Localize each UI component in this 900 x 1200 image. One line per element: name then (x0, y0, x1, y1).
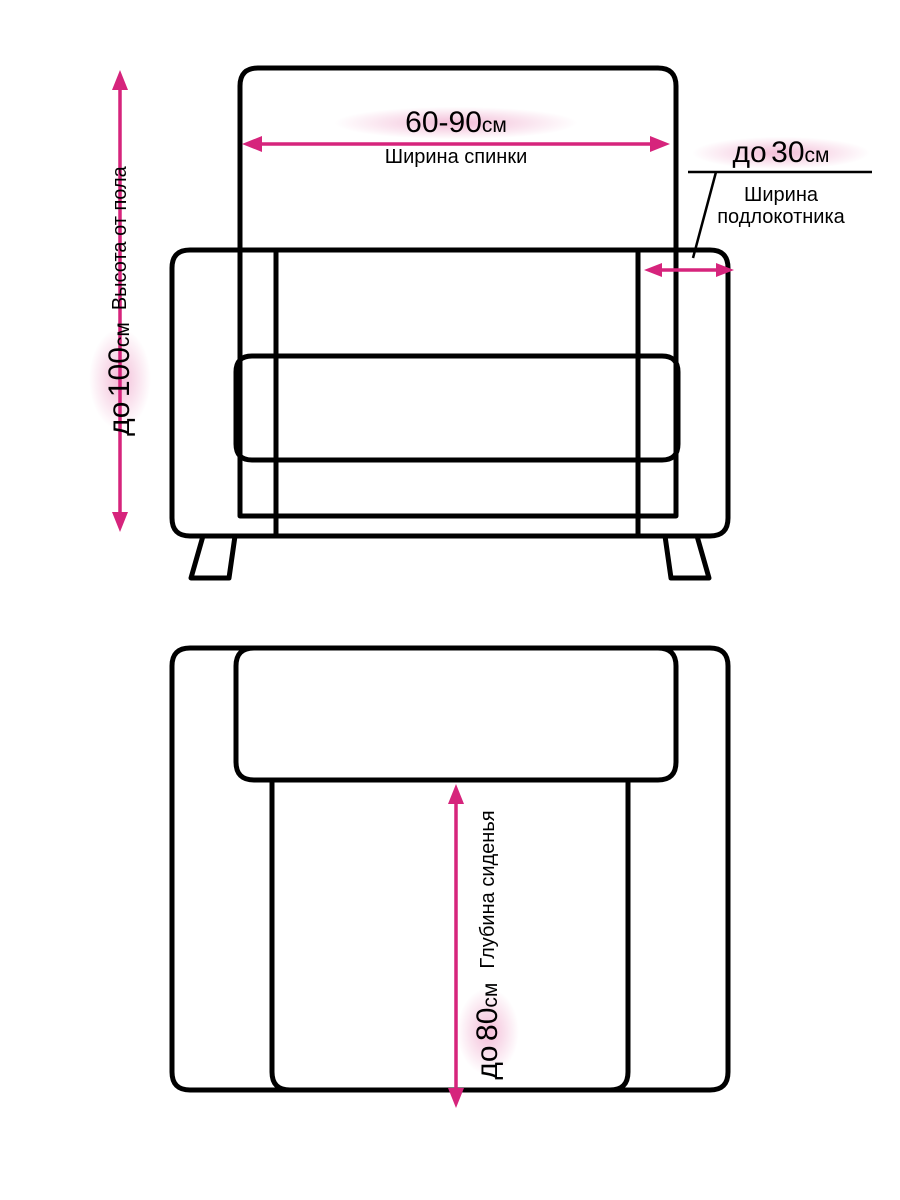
front-left-leg (191, 536, 235, 578)
armrest-width-label (686, 134, 876, 228)
floor-height-label (0, 166, 280, 436)
floor-height-unit: см (111, 322, 135, 348)
floor-height-prefix: до (103, 401, 137, 436)
top-backrest-outline (236, 648, 676, 780)
seat-depth-value: 80 (471, 1007, 505, 1041)
back-width-unit: см (481, 114, 507, 137)
armrest-width-name-line2: подлокотника (717, 205, 845, 228)
seat-depth-unit: см (479, 982, 503, 1008)
seat-cushion-outline (236, 356, 678, 460)
armrest-width-prefix: до (732, 136, 767, 169)
top-body-outline (172, 648, 728, 1090)
top-view-armchair (172, 648, 728, 1090)
back-width-name: Ширина спинки (384, 145, 528, 168)
front-right-leg (665, 536, 709, 578)
floor-height-value: 100 (103, 347, 137, 398)
seat-depth-value-glow (455, 981, 521, 1082)
back-width-value-glow (326, 104, 586, 142)
floor-height-value-glow (87, 320, 153, 438)
floor-height-name: Высота от пола (108, 166, 131, 311)
armrest-width-arrow (644, 263, 734, 277)
armrest-width-name-line1: Ширина (744, 183, 818, 206)
seat-depth-name: Глубина сиденья (476, 810, 499, 969)
armrest-width-value: 30 (771, 136, 805, 169)
armrest-width-unit: см (804, 144, 830, 167)
armrest-width-value-glow (686, 134, 876, 172)
seat-depth-label (318, 810, 658, 1080)
back-width-value: 60-90 (405, 106, 482, 139)
seat-depth-prefix: до (471, 1045, 505, 1080)
back-width-label (326, 104, 586, 168)
